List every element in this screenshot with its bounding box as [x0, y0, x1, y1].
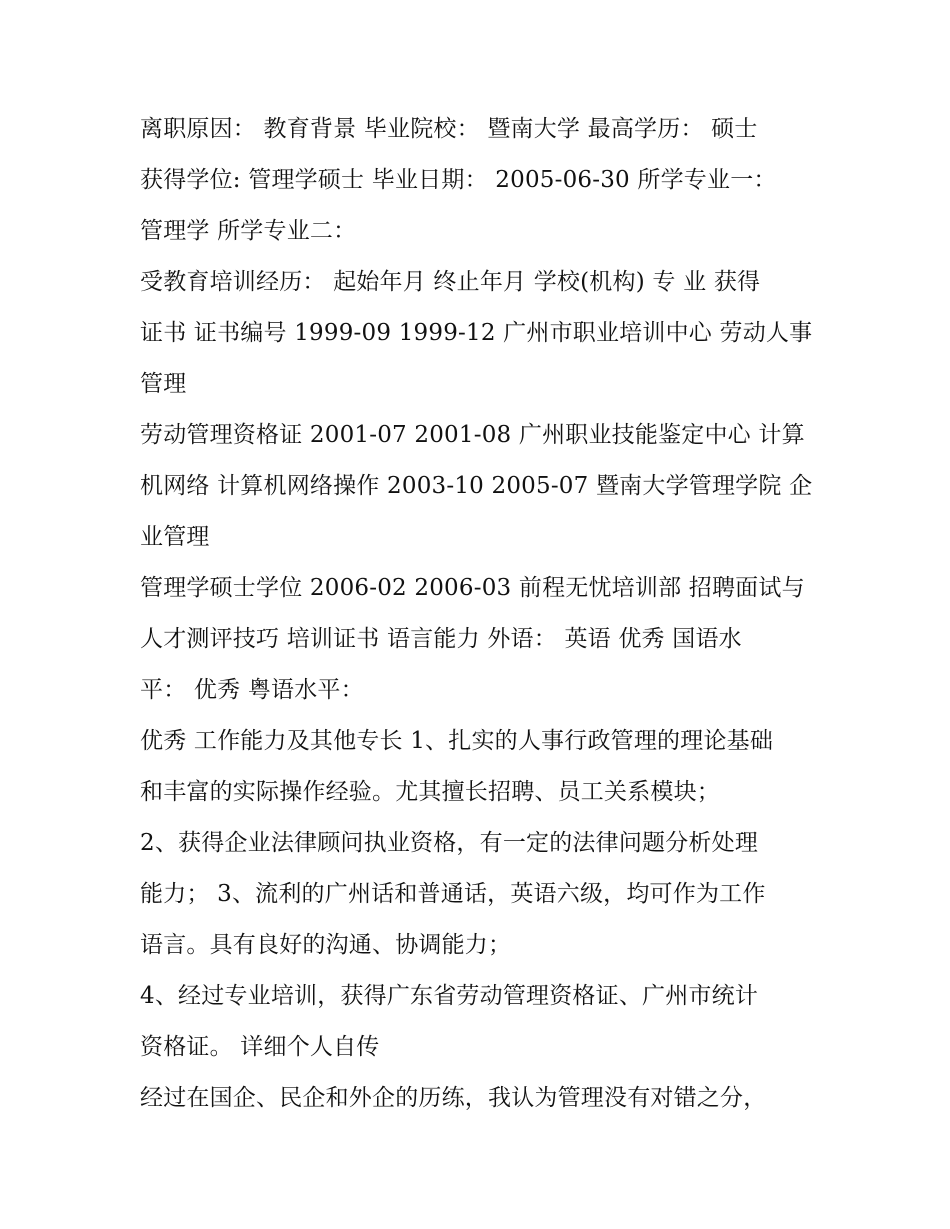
text-line: 资格证。 详细个人自传	[140, 1034, 380, 1060]
text-line: 受教育培训经历： 起始年月 终止年月 学校(机构) 专 业 获得	[140, 269, 761, 295]
text-line: 劳动管理资格证 2001-07 2001-08 广州职业技能鉴定中心 计算	[140, 422, 805, 448]
text-line: 经过在国企、民企和外企的历练，我认为管理没有对错之分，	[140, 1085, 767, 1111]
text-line: 业管理	[140, 524, 210, 550]
text-line: 优秀 工作能力及其他专长 1、扎实的人事行政管理的理论基础	[140, 728, 774, 754]
text-line: 语言。具有良好的沟通、协调能力；	[140, 932, 512, 958]
text-line: 管理学 所学专业二：	[140, 218, 357, 244]
text-line: 离职原因： 教育背景 毕业院校： 暨南大学 最高学历： 硕士	[140, 116, 758, 142]
text-line: 证书 证书编号 1999-09 1999-12 广州市职业培训中心 劳动人事	[140, 320, 813, 346]
text-line: 能力； 3、流利的广州话和普通话，英语六级，均可作为工作	[140, 881, 766, 907]
text-line: 人才测评技巧 培训证书 语言能力 外语： 英语 优秀 国语水	[140, 626, 742, 652]
text-line: 获得学位: 管理学硕士 毕业日期： 2005-06-30 所学专业一：	[140, 167, 777, 193]
text-line: 和丰富的实际操作经验。尤其擅长招聘、员工关系模块；	[140, 779, 720, 805]
text-line: 管理学硕士学位 2006-02 2006-03 前程无忧培训部 招聘面试与	[140, 575, 805, 601]
text-line: 平： 优秀 粤语水平：	[140, 677, 364, 703]
text-line: 机网络 计算机网络操作 2003-10 2005-07 暨南大学管理学院 企	[140, 473, 813, 499]
text-line: 2、获得企业法律顾问执业资格，有一定的法律问题分析处理	[140, 830, 759, 856]
text-line: 4、经过专业培训，获得广东省劳动管理资格证、广州市统计	[140, 983, 759, 1009]
text-line: 管理	[140, 371, 187, 397]
